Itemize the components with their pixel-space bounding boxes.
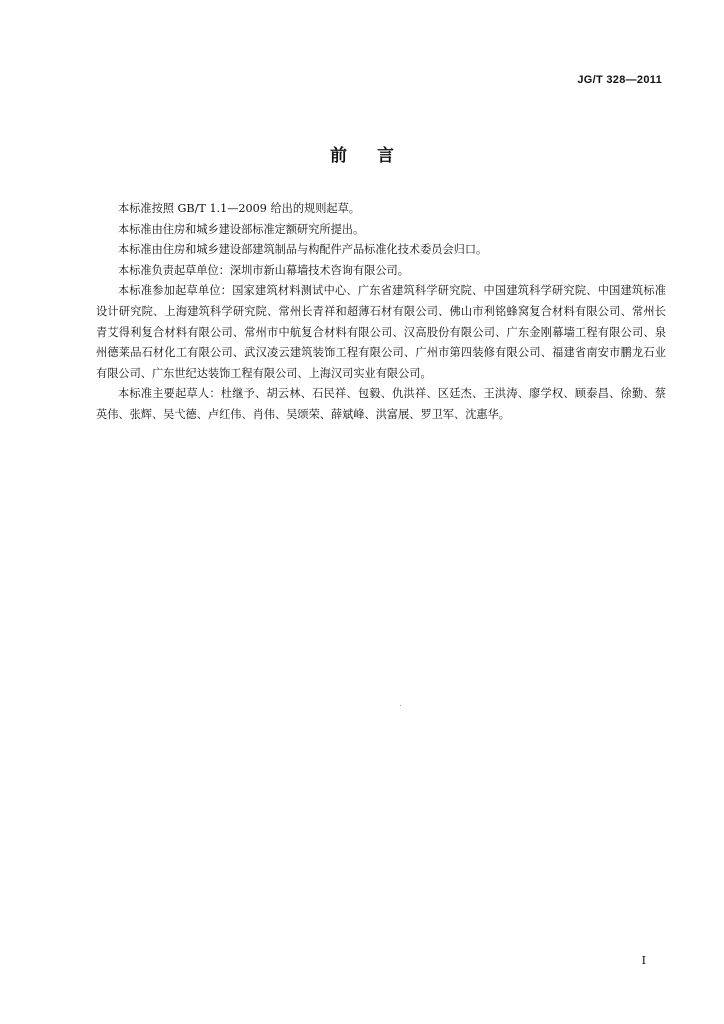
foreword-body xyxy=(96,199,666,426)
paragraph-administrator: 本标准由住房和城乡建设部建筑制品与构配件产品标准化技术委员会归口。 xyxy=(118,243,488,257)
paragraph-responsible-drafter: 本标准负责起草单位：深圳市新山幕墙技术咨询有限公司。 xyxy=(118,263,409,277)
paragraph-main-drafters: 本标准主要起草人：杜继予、胡云林、石民祥、包毅、仇洪祥、区廷杰、王洪涛、廖学权、顾泰昌、徐勤、蔡英伟、张辉、吴弋德、卢红伟、肖伟、吴颂荣、薛斌峰、洪富展、罗卫军、沈惠华。 xyxy=(96,387,666,421)
standard-code: JG/T 328—2011 xyxy=(577,74,662,86)
scan-speck xyxy=(400,705,401,706)
paragraph-proposer: 本标准由住房和城乡建设部标准定额研究所提出。 xyxy=(118,222,365,236)
page-title: 前言 xyxy=(330,146,424,166)
paragraph-participating-drafters: 本标准参加起草单位：国家建筑材料测试中心、广东省建筑科学研究院、中国建筑科学研究院、中国建筑标准设计研究院、上海建筑科学研究院、常州长青祥和超薄石材有限公司、佛山市利铭蜂窝复合材料有限公司、常州长青艾得利复合材料有限公司、常州市中航复合材料有限公司、汉高股份有限公司、广东金刚幕墙工程有限公司、泉州德莱品石材化工有限公司、武汉凌云建筑装饰工程有限公司、广州市第四装修有限公司、福建省南安市鹏龙石业有限公司、广东世纪达装饰工程有限公司、上海汉司实业有限公司。 xyxy=(96,284,666,380)
paragraph-drafting-rules: 本标准按照 GB/T 1.1—2009 给出的规则起草。 xyxy=(118,202,360,215)
page-number: I xyxy=(641,954,646,967)
